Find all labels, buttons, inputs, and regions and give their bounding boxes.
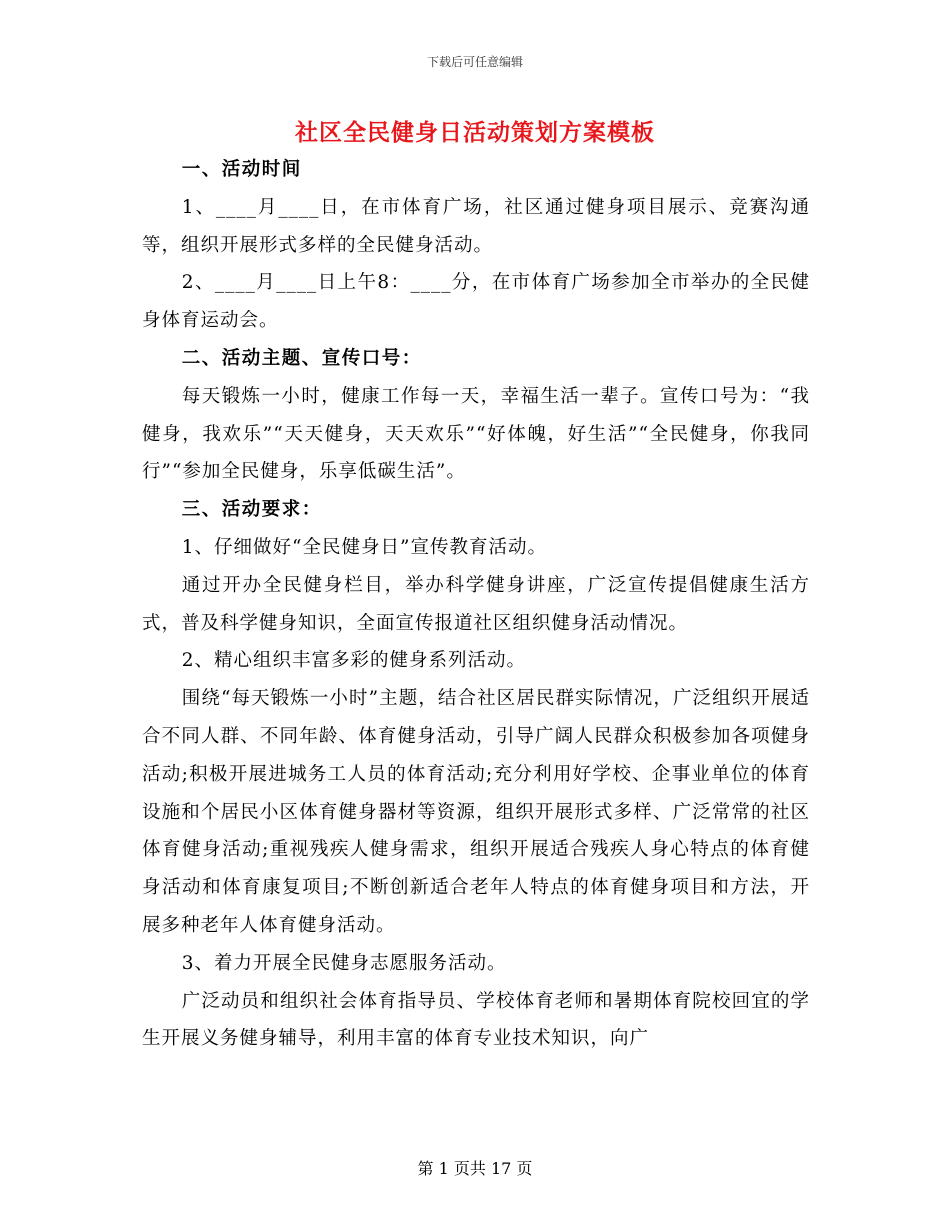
- paragraph-time-2: 2、____月____日上午8：____分，在市体育广场参加全市举办的全民健身体育运动会。: [142, 272, 810, 332]
- paragraph-requirement-2-body: 围绕“每天锻炼一小时”主题，结合社区居民群实际情况，广泛组织开展适合不同人群、不同年龄、体育健身活动，引导广阔人民群众积极参加各项健身活动;积极开展进城务工人员的体育活动;充分利用好学校、企事业单位的体育设施和个居民小区体育健身器材等资源，组织开展形式多样、广泛常常的社区体育健身活动;重视残疾人健身需求，组织开展适合残疾人身心特点的体育健身活动和体育康复项目;不断创新适合老年人特点的体育健身项目和方法，开展多种老年人体育健身活动。: [142, 688, 810, 936]
- paragraph-requirement-2-title: 2、精心组织丰富多彩的健身系列活动。: [181, 650, 527, 672]
- paragraph-theme: 每天锻炼一小时，健康工作每一天，幸福生活一辈子。宣传口号为：“我健身，我欢乐”“天天健身，天天欢乐”“好体魄，好生活”“全民健身，你我同行”“参加全民健身，乐享低碳生活”。: [142, 385, 810, 483]
- paragraph-time-1: 1、____月____日，在市体育广场，社区通过健身项目展示、竞赛沟通等，组织开展形式多样的全民健身活动。: [142, 196, 810, 256]
- section-heading-requirements: 三、活动要求：: [181, 499, 322, 521]
- paragraph-requirement-1-body: 通过开办全民健身栏目，举办科学健身讲座，广泛宣传提倡健康生活方式，普及科学健身知识，全面宣传报道社区组织健身活动情况。: [142, 574, 810, 634]
- header-note: 下载后可任意编辑: [426, 55, 523, 69]
- paragraph-requirement-3-title: 3、着力开展全民健身志愿服务活动。: [181, 952, 507, 974]
- document-title: 社区全民健身日活动策划方案模板: [295, 119, 655, 146]
- section-heading-theme: 二、活动主题、宣传口号：: [181, 347, 422, 369]
- paragraph-requirement-1-title: 1、仔细做好“全民健身日”宣传教育活动。: [181, 536, 547, 558]
- paragraph-requirement-3-body: 广泛动员和组织社会体育指导员、学校体育老师和暑期体育院校回宜的学生开展义务健身辅导，利用丰富的体育专业技术知识，向广: [142, 990, 810, 1050]
- section-heading-time: 一、活动时间: [181, 159, 302, 180]
- document-body: [142, 151, 810, 1058]
- page-footer: 第 1 页共 17 页: [417, 1159, 533, 1178]
